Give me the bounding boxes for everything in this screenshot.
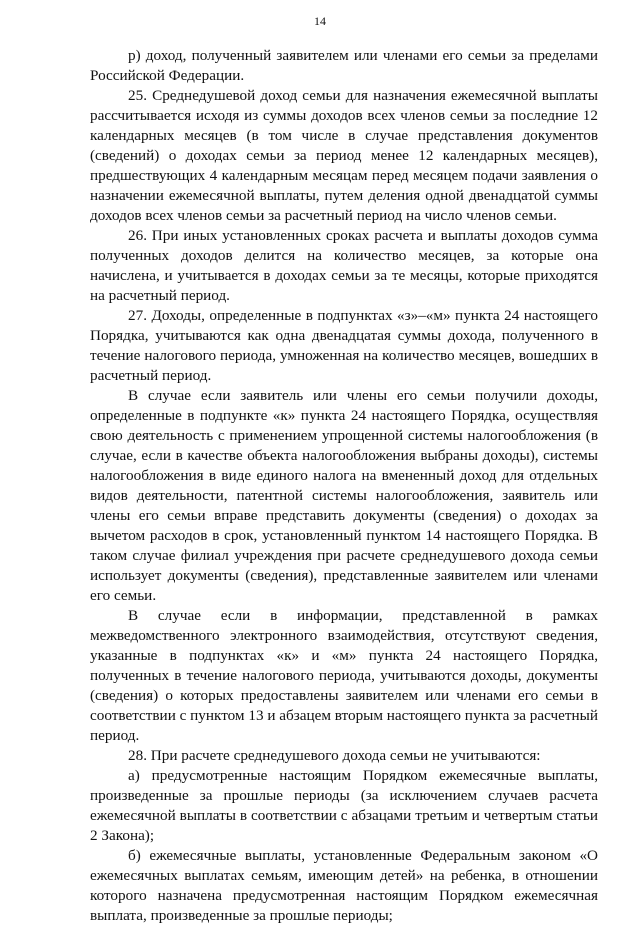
paragraph-r: р) доход, полученный заявителем или членами его семьи за пределами Российской Федерации. — [90, 47, 598, 84]
paragraph-27-interagency: В случае если в информации, представленной в рамках межведомственного электронного взаимодействия, отсутствуют сведения, указанные в подпунктах «к» и «м» пункта 24 настоящего Порядка, полученных в течение налогового периода, учитываются доходы, документы (сведения) о которых предоставлены заявителем или членами его семьи в соответствии с пунктом 13 и абзацем вторым настоящего пункта за расчетный период. — [90, 607, 598, 744]
document-body — [90, 46, 598, 926]
page-number: 14 — [314, 14, 326, 28]
paragraph-28: 28. При расчете среднедушевого дохода семьи не учитываются: — [128, 747, 541, 764]
paragraph-27: 27. Доходы, определенные в подпунктах «з»–«м» пункта 24 настоящего Порядка, учитываются как одна двенадцатая суммы дохода, полученного в течение налогового периода, умноженная на количество месяцев, вошедших в расчетный период. — [90, 307, 598, 384]
paragraph-27-simplified-tax: В случае если заявитель или члены его семьи получили доходы, определенные в подпункте «к» пункта 24 настоящего Порядка, осуществляя свою деятельность с применением упрощенной системы налогообложения (в случае, если в качестве объекта налогообложения выбраны доходы), системы налогообложения в виде единого налога на вмененный доход для отдельных видов деятельности, патентной системы налогообложения, заявитель или члены его семьи вправе представить документы (сведения) о доходах за вычетом расходов в срок, установленный пунктом 14 настоящего Порядка. В таком случае филиал учреждения при расчете среднедушевого дохода семьи использует документы (сведения), представленные заявителем или членами его семьи. — [90, 387, 598, 604]
paragraph-28-a: а) предусмотренные настоящим Порядком ежемесячные выплаты, произведенные за прошлые периоды (за исключением случаев расчета ежемесячной выплаты в соответствии с абзацами третьим и четвертым статьи 2 Закона); — [90, 767, 598, 844]
paragraph-28-b: б) ежемесячные выплаты, установленные Федеральным законом «О ежемесячных выплатах семьям, имеющим детей» на ребенка, в отношении которого назначена предусмотренная настоящим Порядком ежемесячная выплата, произведенные за прошлые периоды; — [90, 847, 598, 924]
paragraph-26: 26. При иных установленных сроках расчета и выплаты доходов сумма полученных доходов делится на количество месяцев, за которые она начислена, и учитывается в доходах семьи за те месяцы, которые приходятся на расчетный период. — [90, 227, 598, 304]
paragraph-25: 25. Среднедушевой доход семьи для назначения ежемесячной выплаты рассчитывается исходя из суммы доходов всех членов семьи за последние 12 календарных месяцев (в том числе в случае представления документов (сведений) о доходах семьи за период менее 12 календарных месяцев), предшествующих 4 календарным месяцам перед месяцем подачи заявления о назначении ежемесячной выплаты, путем деления одной двенадцатой суммы доходов всех членов семьи за расчетный период на число членов семьи. — [90, 87, 598, 224]
